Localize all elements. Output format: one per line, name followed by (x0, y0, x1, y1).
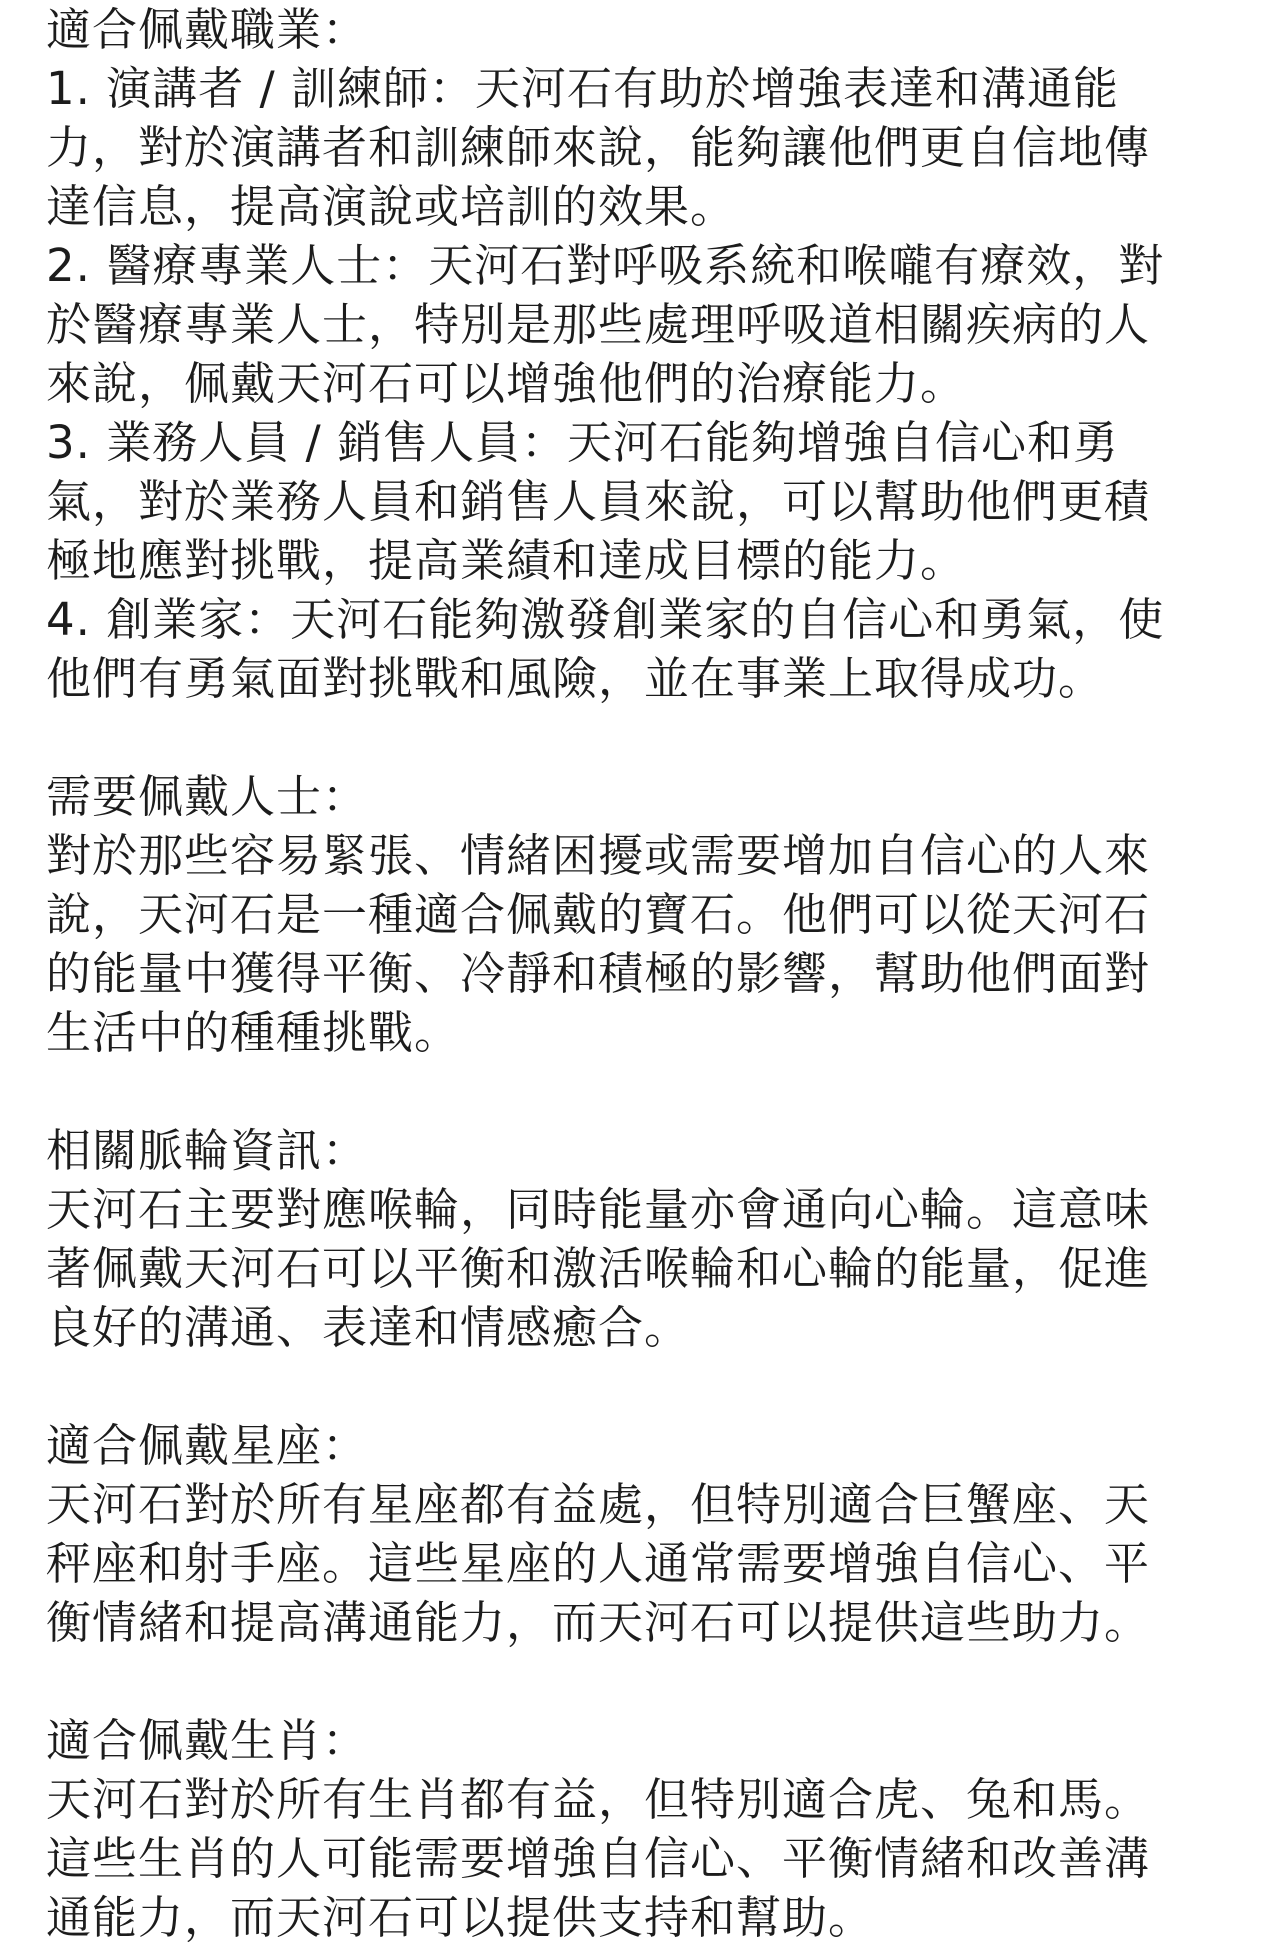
text-line: 於醫療專業人士，特別是那些處理呼吸道相關疾病的人 (46, 298, 1151, 351)
text-line: 衡情緒和提高溝通能力，而天河石可以提供這些助力。 (46, 1596, 1151, 1649)
text-line: 天河石主要對應喉輪，同時能量亦會通向心輪。這意味 (46, 1183, 1151, 1236)
section-chakra-info (46, 1121, 1238, 1357)
text-line: 1. 演講者 / 訓練師：天河石有助於增強表達和溝通能 (46, 62, 1120, 115)
paragraph-gap (46, 1357, 1238, 1416)
paragraph-gap (46, 1062, 1238, 1121)
section-heading: 適合佩戴星座： (46, 1419, 369, 1472)
section-suitable-people (46, 767, 1238, 1062)
text-line: 達信息，提高演說或培訓的效果。 (46, 180, 737, 233)
text-line: 他們有勇氣面對挑戰和風險，並在事業上取得成功。 (46, 652, 1105, 705)
section-chinese-zodiac (46, 1711, 1238, 1947)
section-heading: 適合佩戴職業： (46, 3, 369, 56)
text-line: 良好的溝通、表達和情感癒合。 (46, 1301, 691, 1354)
text-line: 來說，佩戴天河石可以增強他們的治療能力。 (46, 357, 967, 410)
text-line: 秤座和射手座。這些星座的人通常需要增強自信心、平 (46, 1537, 1151, 1590)
text-line: 4. 創業家：天河石能夠激發創業家的自信心和勇氣，使 (46, 593, 1165, 646)
section-heading: 相關脈輪資訊： (46, 1124, 369, 1177)
text-line: 氣，對於業務人員和銷售人員來說，可以幫助他們更積 (46, 475, 1151, 528)
text-line: 2. 醫療專業人士：天河石對呼吸系統和喉嚨有療效，對 (46, 239, 1165, 292)
text-line: 著佩戴天河石可以平衡和激活喉輪和心輪的能量，促進 (46, 1242, 1151, 1295)
text-line: 力，對於演講者和訓練師來說，能夠讓他們更自信地傳 (46, 121, 1151, 174)
text-line: 天河石對於所有生肖都有益，但特別適合虎、兔和馬。 (46, 1773, 1151, 1826)
text-line: 對於那些容易緊張、情緒困擾或需要增加自信心的人來 (46, 829, 1151, 882)
text-line: 通能力，而天河石可以提供支持和幫助。 (46, 1891, 875, 1944)
section-heading: 適合佩戴生肖： (46, 1714, 369, 1767)
section-zodiac-signs (46, 1416, 1238, 1652)
text-line: 這些生肖的人可能需要增強自信心、平衡情緒和改善溝 (46, 1832, 1151, 1885)
text-line: 的能量中獲得平衡、冷靜和積極的影響，幫助他們面對 (46, 947, 1151, 1000)
text-line: 3. 業務人員 / 銷售人員：天河石能夠增強自信心和勇 (46, 416, 1120, 469)
text-line: 說，天河石是一種適合佩戴的寶石。他們可以從天河石 (46, 888, 1151, 941)
text-line: 天河石對於所有星座都有益處，但特別適合巨蟹座、天 (46, 1478, 1151, 1531)
paragraph-gap (46, 708, 1238, 767)
section-occupations (46, 0, 1238, 708)
text-line: 極地應對挑戰，提高業績和達成目標的能力。 (46, 534, 967, 587)
section-heading: 需要佩戴人士： (46, 770, 369, 823)
paragraph-gap (46, 1652, 1238, 1711)
text-line: 生活中的種種挑戰。 (46, 1006, 461, 1059)
